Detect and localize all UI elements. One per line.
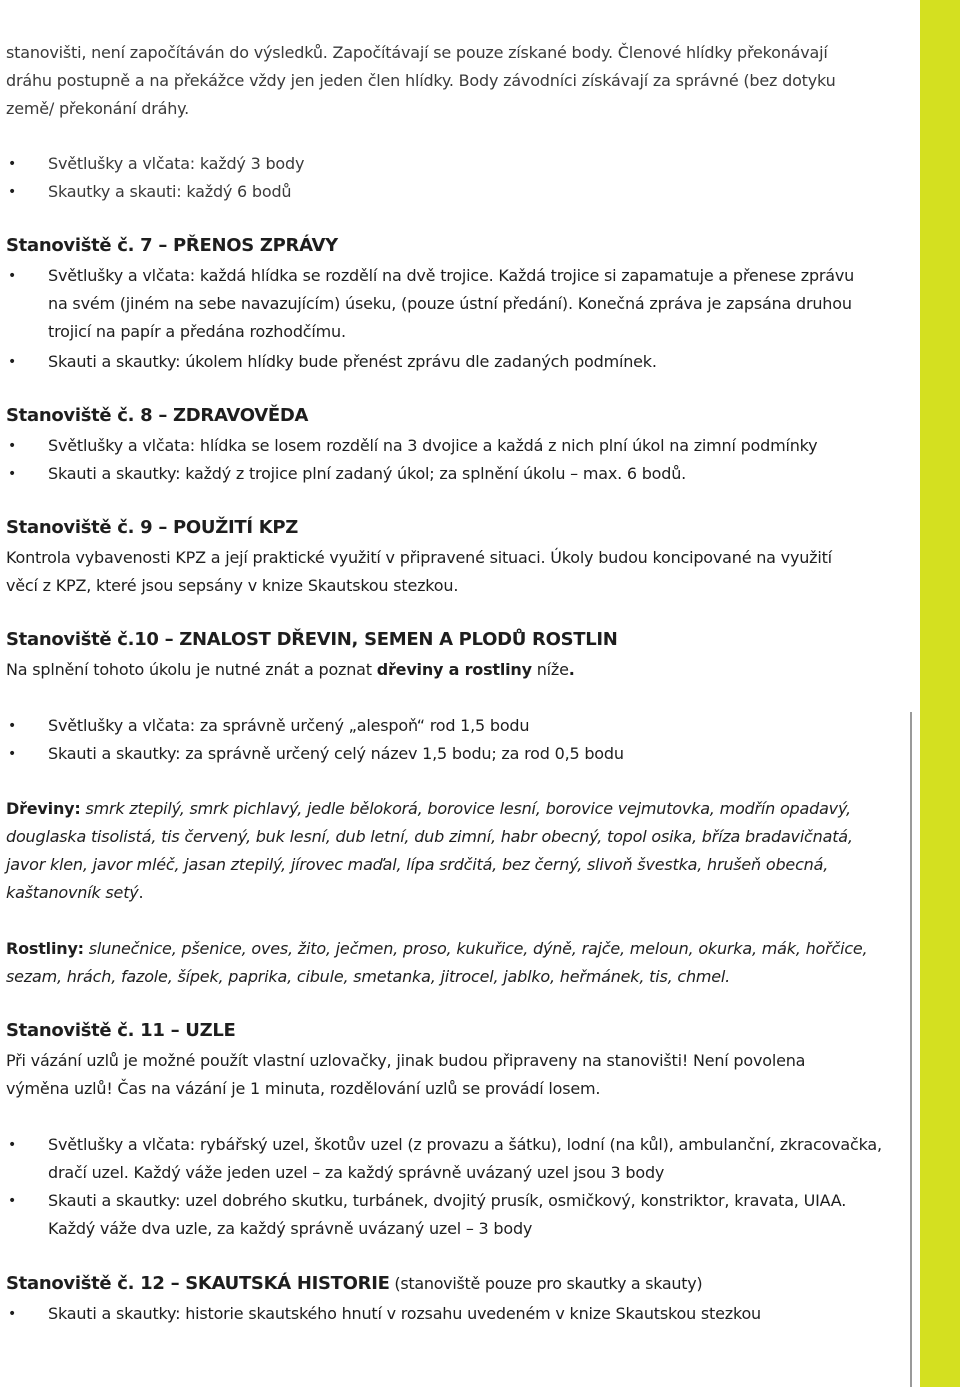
plants-line-2: sezam, hrách, fazole, šípek, paprika, cibule, smetanka, jitrocel, jablko, heřmánek, tis, chmel. [6, 967, 731, 986]
section-12-title: 12 – SKAUTSKÁ HISTORIE [134, 1273, 390, 1294]
trees-line-4 [6, 882, 143, 904]
bullet-icon: • [8, 746, 17, 762]
intro-bullet-1: Světlušky a vlčata: každý 3 body [48, 154, 305, 173]
section-7-bullet-1-line-2: na svém (jiném na sebe navazujícím) úseku, (pouze ústní předání). Konečná zpráva je zapsána druhou [48, 294, 852, 313]
section-7-heading [6, 235, 338, 257]
section-10-intro-period: . [568, 660, 575, 679]
section-8-bullet-2: Skauti a skautky: každý z trojice plní zadaný úkol; za splnění úkolu – max. 6 bodů. [48, 464, 687, 483]
section-11-title: 11 – UZLE [134, 1020, 236, 1041]
section-10-heading [6, 629, 618, 651]
section-12-prefix: Stanoviště č. [6, 1273, 135, 1294]
plants-text-1: slunečnice, pšenice, oves, žito, ječmen, proso, kukuřice, dýně, rajče, meloun, okurka, mák, hořčice, [83, 939, 868, 958]
section-10-intro-end: níže [531, 660, 569, 679]
section-11-line-1: Při vázání uzlů je možné použít vlastní uzlovačky, jinak budou připraveny na stanovišti! Není povolena [6, 1051, 806, 1070]
intro-line-1: stanovišti, není započítáván do výsledků. Započítávají se pouze získané body. Členové hlídky překonávají [6, 43, 828, 62]
green-side-stripe [920, 0, 960, 1387]
trees-end: . [138, 883, 144, 902]
section-7-bullet-2: Skauti a skautky: úkolem hlídky bude přenést zprávu dle zadaných podmínek. [48, 352, 657, 371]
section-9-heading [6, 517, 298, 539]
section-8-heading [6, 405, 308, 427]
section-11-prefix: Stanoviště č. [6, 1020, 135, 1041]
vertical-rule [910, 712, 912, 1387]
section-10-bullet-2: Skauti a skautky: za správně určený celý název 1,5 bodu; za rod 0,5 bodu [48, 744, 624, 763]
section-12-heading [6, 1273, 702, 1295]
section-8-bullet-1: Světlušky a vlčata: hlídka se losem rozdělí na 3 dvojice a každá z nich plní úkol na zimní podmínky [48, 436, 818, 455]
section-7-bullet-1-line-1: Světlušky a vlčata: každá hlídka se rozdělí na dvě trojice. Každá trojice si zapamatuje a přenese zprávu [48, 266, 855, 285]
section-9-line-1: Kontrola vybavenosti KPZ a její praktické využití v připravené situaci. Úkoly budou koncipované na využití [6, 548, 832, 567]
section-11-bullet-1-line-2: dračí uzel. Každý váže jeden uzel – za každý správně uvázaný uzel jsou 3 body [48, 1163, 665, 1182]
bullet-icon: • [8, 1137, 17, 1153]
section-9-title: 9 – POUŽITÍ KPZ [134, 517, 299, 538]
trees-label: Dřeviny: [6, 799, 81, 818]
trees-text-1: smrk ztepilý, smrk pichlavý, jedle bělokorá, borovice lesní, borovice vejmutovka, modřín opadavý, [80, 799, 851, 818]
section-8-title: 8 – ZDRAVOVĚDA [134, 405, 309, 426]
plants-line-1 [6, 938, 867, 960]
trees-line-2: douglaska tisolistá, tis červený, buk lesní, dub letní, dub zimní, habr obecný, topol osika, bříza bradavičnatá, [6, 827, 853, 846]
bullet-icon: • [8, 184, 17, 200]
section-7-prefix: Stanoviště č. [6, 235, 135, 256]
section-10-title: 10 – ZNALOST DŘEVIN, SEMEN A PLODŮ ROSTLIN [134, 629, 618, 650]
section-10-intro-bold: dřeviny a rostliny [376, 660, 532, 679]
bullet-icon: • [8, 354, 17, 370]
bullet-icon: • [8, 718, 17, 734]
bullet-icon: • [8, 1306, 17, 1322]
section-12-note: (stanoviště pouze pro skautky a skauty) [389, 1274, 703, 1293]
bullet-icon: • [8, 438, 17, 454]
trees-text-4: kaštanovník setý [6, 883, 139, 902]
trees-line-1 [6, 798, 851, 820]
section-11-bullet-2-line-2: Každý váže dva uzle, za každý správně uvázaný uzel – 3 body [48, 1219, 533, 1238]
bullet-icon: • [8, 1193, 17, 1209]
section-9-line-2: věcí z KPZ, které jsou sepsány v knize Skautskou stezkou. [6, 576, 459, 595]
section-10-prefix: Stanoviště č. [6, 629, 135, 650]
section-10-bullet-1: Světlušky a vlčata: za správně určený „alespoň“ rod 1,5 bodu [48, 716, 530, 735]
section-11-line-2: výměna uzlů! Čas na vázání je 1 minuta, rozdělování uzlů se provádí losem. [6, 1079, 601, 1098]
plants-label: Rostliny: [6, 939, 84, 958]
section-7-title: 7 – PŘENOS ZPRÁVY [134, 235, 338, 256]
section-11-bullet-1-line-1: Světlušky a vlčata: rybářský uzel, škotův uzel (z provazu a šátku), lodní (na kůl), ambulanční, zkracovačka, [48, 1135, 882, 1154]
section-12-bullet-1: Skauti a skautky: historie skautského hnutí v rozsahu uvedeném v knize Skautskou stezkou [48, 1304, 761, 1323]
section-11-heading [6, 1020, 236, 1042]
bullet-icon: • [8, 268, 17, 284]
section-11-bullet-2-line-1: Skauti a skautky: uzel dobrého skutku, turbánek, dvojitý prusík, osmičkový, konstriktor, kravata, UIAA. [48, 1191, 847, 1210]
section-10-intro-text: Na splnění tohoto úkolu je nutné znát a poznat [6, 660, 377, 679]
intro-bullet-2: Skautky a skauti: každý 6 bodů [48, 182, 292, 201]
section-9-prefix: Stanoviště č. [6, 517, 135, 538]
section-10-intro [6, 659, 575, 681]
trees-line-3: javor klen, javor mléč, jasan ztepilý, jírovec maďal, lípa srdčitá, bez černý, slivoň švestka, hrušeň obecná, [6, 855, 829, 874]
section-8-prefix: Stanoviště č. [6, 405, 135, 426]
intro-line-3: země/ překonání dráhy. [6, 99, 190, 118]
intro-line-2: dráhu postupně a na překážce vždy jen jeden člen hlídky. Body závodníci získávají za správné (bez dotyku [6, 71, 836, 90]
bullet-icon: • [8, 156, 17, 172]
bullet-icon: • [8, 466, 17, 482]
section-7-bullet-1-line-3: trojicí na papír a předána rozhodčímu. [48, 322, 346, 341]
